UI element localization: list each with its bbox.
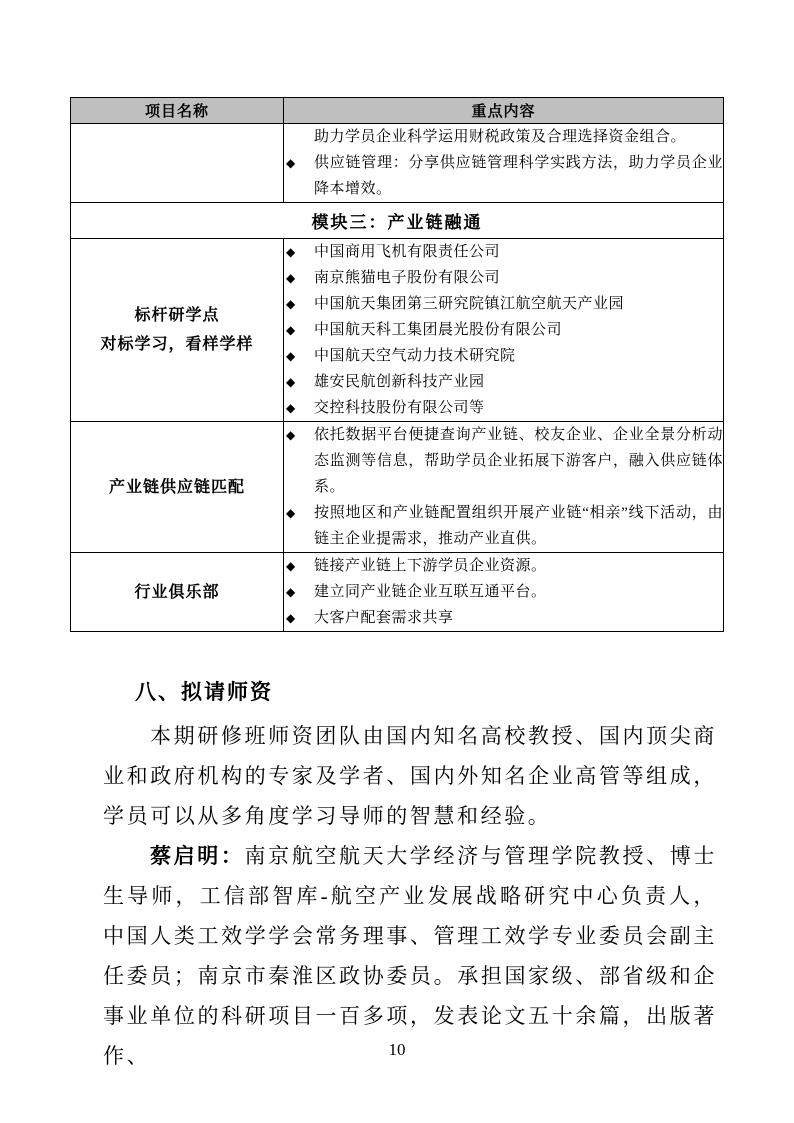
diamond-bullet-icon: ◆ — [286, 375, 296, 389]
list-item — [284, 422, 723, 500]
teacher-bio: 南京航空航天大学经济与管理学院教授、博士生导师，工信部智库-航空产业发展战略研究中心负责人，中国人类工效学学会常务理事、管理工效学专业委员会副主任委员；南京市秦淮区政协委员。承担国家级、部省级和企事业单位的科研项目一百多项，发表论文五十余篇，出版著作、 — [103, 844, 718, 1068]
list-item — [284, 395, 723, 421]
header-cell-project-name: 项目名称 — [71, 98, 284, 124]
intro-paragraph: 本期研修班师资团队由国内知名高校教授、国内顶尖商业和政府机构的专家及学者、国内外知名企业高管等组成，学员可以从多角度学习导师的智慧和经验。 — [103, 724, 717, 828]
faculty-section — [103, 676, 717, 1076]
table-header-row — [71, 98, 724, 124]
diamond-bullet-icon: ◆ — [286, 156, 296, 170]
list-item-text: 南京熊猫电子股份有限公司 — [314, 270, 501, 286]
list-item-text: 交控科技股份有限公司等 — [314, 400, 485, 416]
header-cell-key-content: 重点内容 — [284, 98, 724, 124]
diamond-bullet-icon: ◆ — [286, 245, 296, 259]
list-item — [284, 343, 723, 369]
content-cell-matching — [284, 422, 724, 553]
list-item-text: 建立同产业链企业互联互通平台。 — [314, 584, 547, 600]
list-item-text: 中国航天空气动力技术研究院 — [314, 348, 516, 364]
list-item-text: 中国航天集团第三研究院镇江航空航天产业园 — [314, 296, 625, 312]
list-item-text: 链接产业链上下游学员企业资源。 — [314, 558, 547, 574]
content-cell-club — [284, 553, 724, 632]
module3-title: 模块三：产业链融通 — [71, 203, 724, 239]
content-cell-benchmark — [284, 239, 724, 422]
diamond-bullet-icon: ◆ — [286, 271, 296, 285]
list-item-text: 供应链管理：分享供应链管理科学实践方法，助力学员企业降本增效。 — [314, 155, 723, 197]
list-item-text: 中国商用飞机有限责任公司 — [314, 244, 501, 260]
diamond-bullet-icon: ◆ — [286, 349, 296, 363]
program-table — [70, 97, 724, 632]
page-number: 10 — [388, 1040, 406, 1059]
list-item — [284, 369, 723, 395]
content-cell-finance — [284, 124, 724, 203]
diamond-bullet-icon: ◆ — [286, 401, 296, 415]
list-item-text: 雄安民航创新科技产业园 — [314, 374, 485, 390]
diamond-bullet-icon: ◆ — [286, 297, 296, 311]
list-item-text: 助力学员企业科学运用财税政策及合理选择资金组合。 — [314, 129, 687, 145]
label-cell-empty — [71, 124, 284, 203]
diamond-bullet-icon: ◆ — [286, 611, 296, 625]
label-cell-club: 行业俱乐部 — [71, 553, 284, 632]
diamond-bullet-icon: ◆ — [286, 585, 296, 599]
list-item — [284, 291, 723, 317]
table-row-club — [71, 553, 724, 632]
list-item — [284, 579, 723, 605]
list-item — [284, 317, 723, 343]
list-item — [284, 150, 723, 202]
teacher-name: 蔡启明： — [150, 844, 245, 868]
list-item — [284, 239, 723, 265]
list-item — [284, 605, 723, 631]
label-line: 标杆研学点 — [134, 307, 220, 324]
list-item-text: 大客户配套需求共享 — [314, 610, 454, 626]
diamond-bullet-icon: ◆ — [286, 323, 296, 337]
list-item-text: 中国航天科工集团晨光股份有限公司 — [314, 322, 563, 338]
list-item — [284, 265, 723, 291]
list-item — [284, 500, 723, 552]
list-item-text: 按照地区和产业链配置组织开展产业链“相亲”线下活动，由链主企业提需求，推动产业直供。 — [314, 505, 723, 547]
list-item-text: 依托数据平台便捷查询产业链、校友企业、企业全景分析动态监测等信息，帮助学员企业拓展下游客户，融入供应链体系。 — [314, 427, 723, 495]
table-row-finance — [71, 124, 724, 203]
list-item — [284, 124, 723, 150]
label-cell-benchmark — [71, 239, 284, 422]
table-row-matching — [71, 422, 724, 553]
diamond-bullet-icon: ◆ — [286, 559, 296, 573]
diamond-bullet-icon: ◆ — [286, 506, 296, 520]
label-line: 对标学习，看样学样 — [100, 336, 254, 353]
section-heading: 八、拟请师资 — [135, 681, 273, 704]
label-cell-matching: 产业链供应链匹配 — [71, 422, 284, 553]
diamond-bullet-icon: ◆ — [286, 428, 296, 442]
table-row-module3 — [71, 203, 724, 239]
list-item — [284, 553, 723, 579]
table-row-benchmark — [71, 239, 724, 422]
